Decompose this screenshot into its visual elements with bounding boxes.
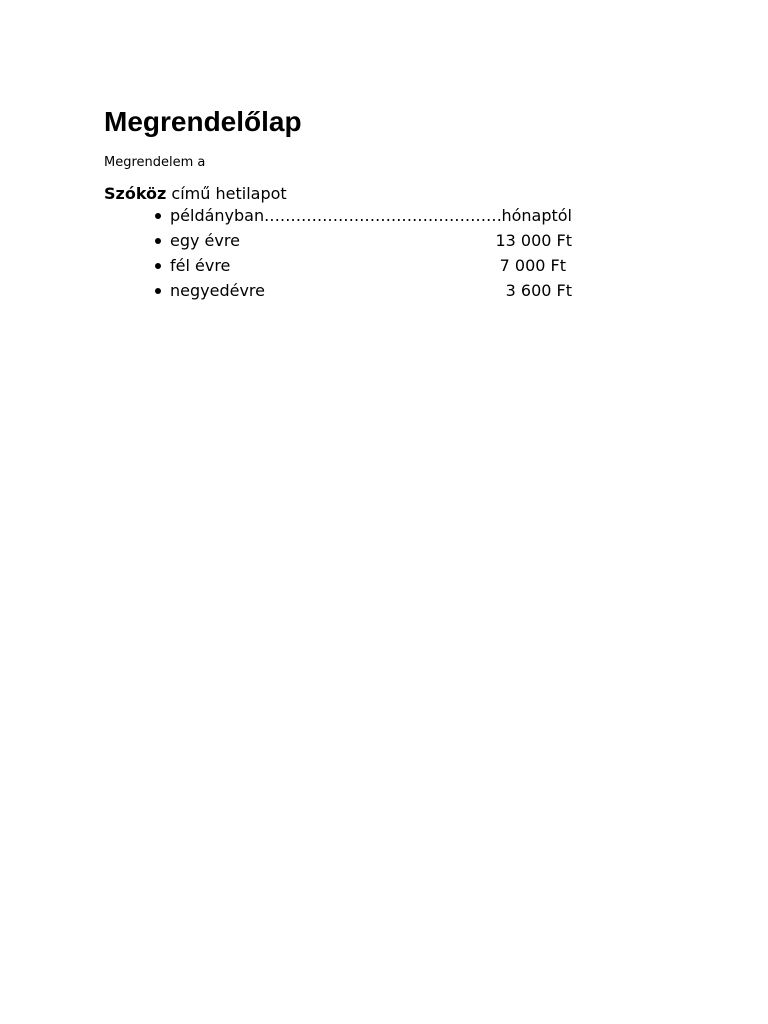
option-label: egy évre [170,231,240,250]
bullet-icon [155,263,161,269]
option-label: negyedévre [170,281,265,300]
option-label: fél évre [170,256,231,275]
page-title: Megrendelőlap [104,106,302,137]
option-label: példányban [170,206,265,225]
option-suffix: hónaptól [501,206,572,225]
option-price: 7 000 Ft [499,256,566,275]
option-price: 13 000 Ft [495,231,572,250]
intro-text: Megrendelem a [104,155,206,170]
publication-line [104,183,287,205]
option-quarter-year[interactable] [154,280,572,305]
option-half-year[interactable] [154,255,572,280]
bullet-icon [155,288,161,294]
publication-name: Szóköz [104,184,167,203]
option-one-year[interactable] [154,230,572,255]
option-copies[interactable] [154,205,572,230]
dotted-leader [264,205,501,227]
publication-suffix: című hetilapot [166,184,287,203]
bullet-icon [155,213,161,219]
option-price: 3 600 Ft [505,281,572,300]
bullet-icon [155,238,161,244]
copies-row [170,205,572,227]
order-options-list [154,205,572,305]
